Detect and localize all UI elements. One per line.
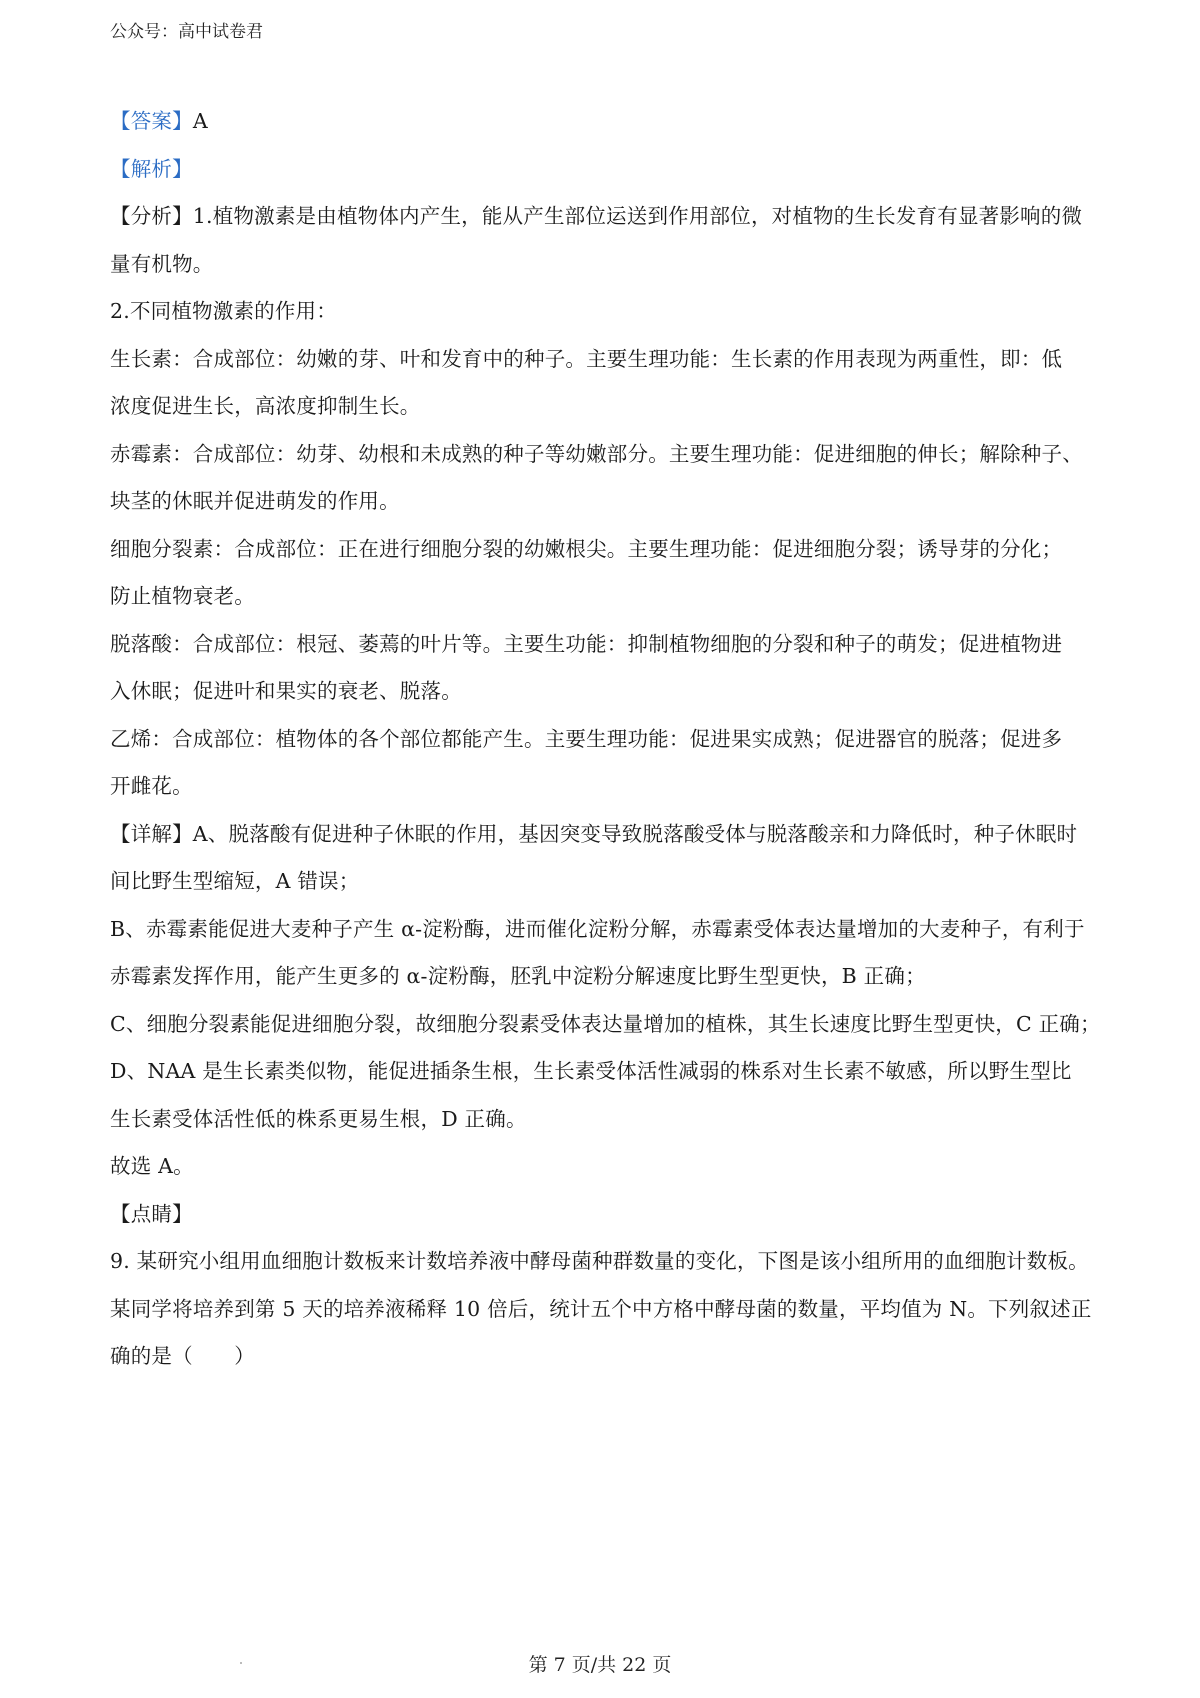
text-line: 浓度促进生长，高浓度抑制生长。 xyxy=(110,394,421,418)
text-line: 赤霉素发挥作用，能产生更多的 α-淀粉酶，胚乳中淀粉分解速度比野生型更快，B 正确； xyxy=(110,964,926,988)
text-line: 量有机物。 xyxy=(110,251,214,276)
question-line: 9. 某研究小组用血细胞计数板来计数培养液中酵母菌种群数量的变化，下图是该小组所用的血细胞计数板。 xyxy=(110,1249,1089,1273)
document-body xyxy=(110,98,1100,1381)
text-line: 生长素受体活性低的株系更易生根，D 正确。 xyxy=(110,1106,527,1131)
text-line: 【分析】1.植物激素是由植物体内产生，能从产生部位运送到作用部位，对植物的生长发育有显著影响的微 xyxy=(110,204,1083,228)
question-line: 确的是（ ） xyxy=(110,1344,255,1368)
text-line: B、赤霉素能促进大麦种子产生 α-淀粉酶，进而催化淀粉分解，赤霉素受体表达量增加的大麦种子，有利于 xyxy=(110,916,1085,941)
text-line: 开雌花。 xyxy=(110,774,193,798)
text-line: D、NAA 是生长素类似物，能促进插条生根，生长素受体活性减弱的株系对生长素不敏感，所以野生型比 xyxy=(110,1059,1072,1083)
text-line: 乙烯：合成部位：植物体的各个部位都能产生。主要生理功能：促进果实成熟；促进器官的脱落；促进多 xyxy=(110,726,1063,751)
text-line: 生长素：合成部位：幼嫩的芽、叶和发育中的种子。主要生理功能：生长素的作用表现为两重性，即：低 xyxy=(110,346,1063,371)
text-line: 防止植物衰老。 xyxy=(110,584,255,608)
text-line: 细胞分裂素：合成部位：正在进行细胞分裂的幼嫩根尖。主要生理功能：促进细胞分裂；诱导芽的分化； xyxy=(110,536,1063,561)
text-line: 【详解】A、脱落酸有促进种子休眠的作用，基因突变导致脱落酸受体与脱落酸亲和力降低时，种子休眠时 xyxy=(110,821,1078,846)
text-line: 入休眠；促进叶和果实的衰老、脱落。 xyxy=(110,679,462,703)
text-line: 间比野生型缩短，A 错误； xyxy=(110,869,360,893)
page-footer: 第 7 页/共 22 页 xyxy=(528,1654,672,1676)
page-header: 公众号：高中试卷君 xyxy=(110,22,263,42)
text-line: 【点睛】 xyxy=(110,1201,193,1226)
question-line: 某同学将培养到第 5 天的培养液稀释 10 倍后，统计五个中方格中酵母菌的数量，平均值为 N。下列叙述正 xyxy=(110,1296,1092,1321)
text-line: 2.不同植物激素的作用： xyxy=(110,299,337,323)
answer-line xyxy=(110,98,1100,146)
text-line: 赤霉素：合成部位：幼芽、幼根和未成熟的种子等幼嫩部分。主要生理功能：促进细胞的伸长；解除种子、 xyxy=(110,441,1083,466)
answer-value: A xyxy=(192,109,208,133)
answer-label: 【答案】 xyxy=(110,109,193,133)
text-line: 块茎的休眠并促进萌发的作用。 xyxy=(110,489,400,513)
text-line: C、细胞分裂素能促进细胞分裂，故细胞分裂素受体表达量增加的植株，其生长速度比野生型更快，C 正确； xyxy=(110,1011,1101,1036)
text-line: 故选 A。 xyxy=(110,1154,194,1178)
text-line: 脱落酸：合成部位：根冠、萎蔫的叶片等。主要生功能：抑制植物细胞的分裂和种子的萌发；促进植物进 xyxy=(110,631,1063,656)
analysis-label: 【解析】 xyxy=(110,156,193,181)
